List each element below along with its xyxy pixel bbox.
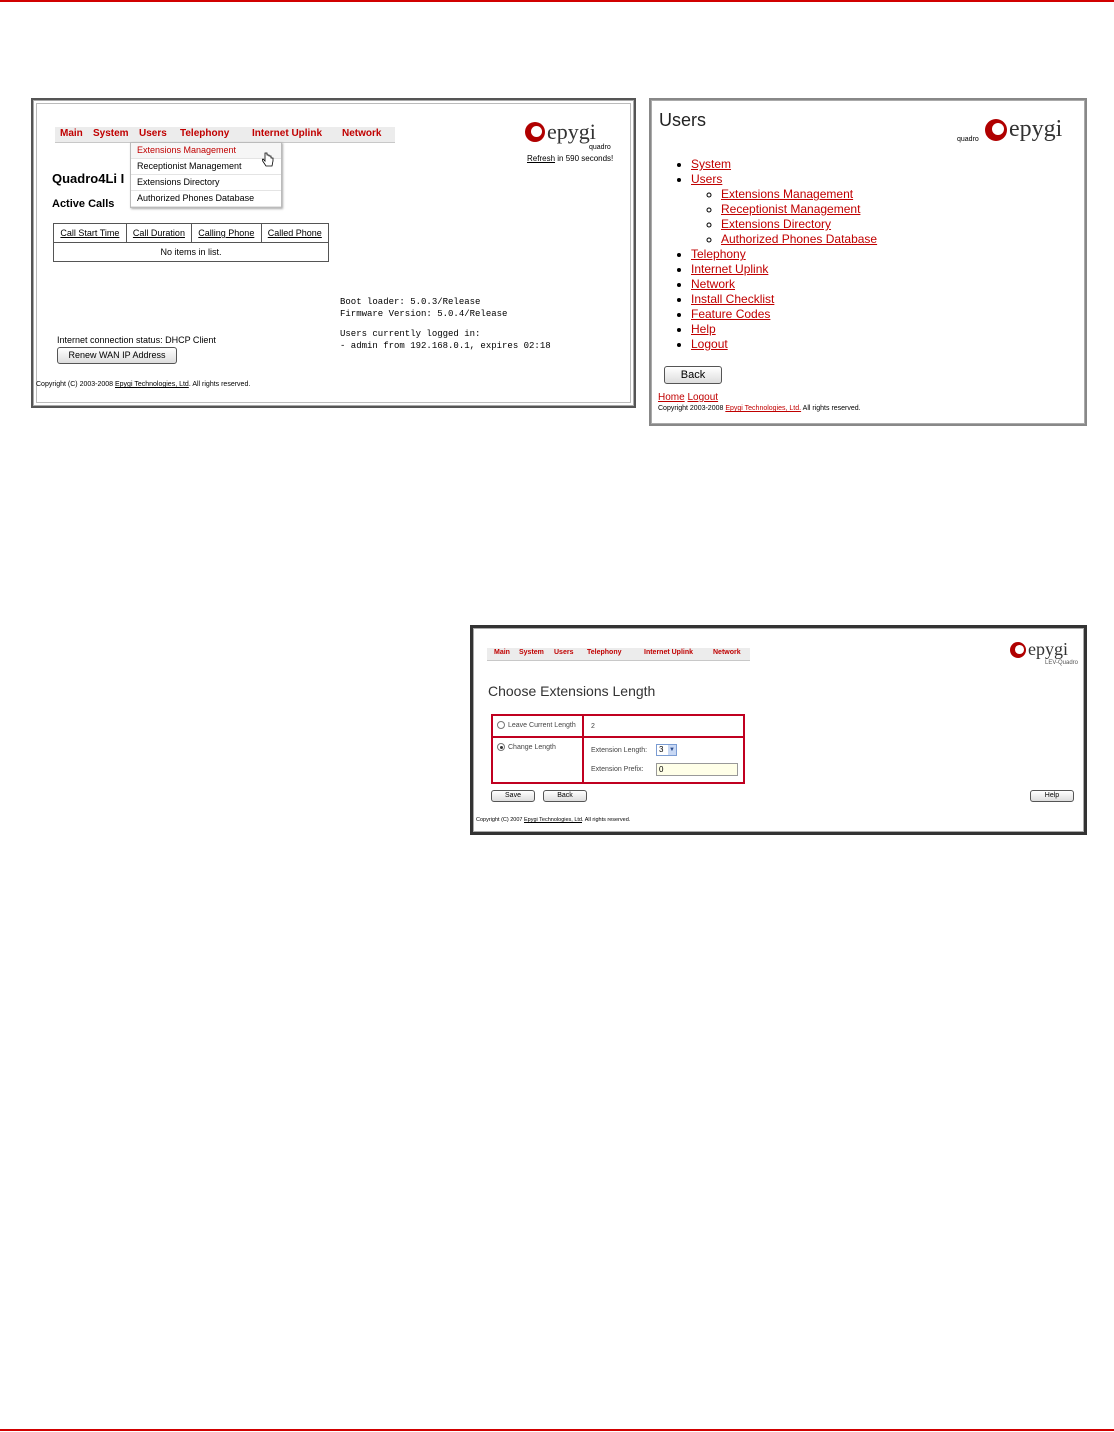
- screenshot-main-page: [31, 98, 636, 408]
- col-call-duration[interactable]: Call Duration: [126, 224, 191, 243]
- install-checklist-link[interactable]: Install Checklist: [691, 292, 775, 306]
- copyright-suffix: . All rights reserved.: [582, 817, 631, 823]
- nav-system[interactable]: System: [93, 128, 129, 139]
- copyright-prefix: Copyright (C) 2003-2008: [36, 381, 115, 388]
- chevron-down-icon[interactable]: ▼: [669, 747, 675, 753]
- logo-subtitle: LEV-Quadro: [1045, 660, 1079, 666]
- section-title: Active Calls: [52, 198, 115, 210]
- telephony-link[interactable]: Telephony: [691, 247, 746, 261]
- logo-text: epygi: [547, 119, 596, 144]
- nav-network[interactable]: Network: [713, 649, 741, 656]
- epygi-link[interactable]: Epygi Technologies, Ltd: [524, 817, 582, 823]
- menu-item-authorized-phones-database[interactable]: Authorized Phones Database: [131, 191, 281, 207]
- nav-internet-uplink[interactable]: Internet Uplink: [252, 128, 323, 139]
- epygi-logo: [1010, 639, 1068, 660]
- users-title: Users: [659, 110, 707, 130]
- users-menu-list: [671, 157, 877, 352]
- users-dropdown-menu: [130, 142, 282, 208]
- firmware-version: Firmware Version: 5.0.4/Release: [340, 309, 508, 319]
- logo-subtitle: quadro: [957, 136, 979, 143]
- menu-item-system: [691, 157, 877, 172]
- leave-length-radio[interactable]: [497, 721, 505, 729]
- system-link[interactable]: System: [691, 157, 732, 171]
- logo-text: epygi: [1009, 116, 1063, 142]
- menu-item-logout: [691, 337, 877, 352]
- copyright-prefix: Copyright (C) 2007: [476, 817, 524, 823]
- hand-cursor-icon: [262, 152, 274, 168]
- empty-list-message: No items in list.: [54, 243, 329, 262]
- extension-length-select[interactable]: [656, 744, 677, 756]
- epygi-link[interactable]: Epygi Technologies, Ltd.: [725, 405, 802, 412]
- footer-links: [658, 392, 718, 403]
- epygi-swirl-icon: [1010, 642, 1026, 658]
- submenu-item: [721, 217, 877, 232]
- epygi-logo: [985, 116, 1062, 143]
- submenu-item: [721, 187, 877, 202]
- internet-uplink-link[interactable]: Internet Uplink: [691, 262, 769, 276]
- extension-length-label: Extension Length:: [591, 747, 648, 754]
- nav-telephony[interactable]: Telephony: [180, 128, 230, 139]
- copyright: [36, 381, 250, 388]
- feature-codes-link[interactable]: Feature Codes: [691, 307, 771, 321]
- current-length-cell: [582, 714, 745, 738]
- logo-text: epygi: [1028, 639, 1068, 659]
- refresh-link[interactable]: Refresh: [527, 154, 556, 163]
- extensions-directory-link[interactable]: Extensions Directory: [721, 217, 832, 231]
- epygi-swirl-icon: [525, 122, 545, 142]
- copyright-suffix: All rights reserved.: [801, 405, 861, 412]
- top-rule: [0, 0, 1114, 2]
- nav-bar: [55, 127, 395, 143]
- menu-item-install-checklist: [691, 292, 877, 307]
- table-header-row: [54, 224, 329, 243]
- help-button[interactable]: Help: [1030, 790, 1074, 802]
- screenshot-users-menu: [649, 98, 1087, 426]
- help-link[interactable]: Help: [691, 322, 716, 336]
- network-link[interactable]: Network: [691, 277, 736, 291]
- submenu-item: [721, 232, 877, 247]
- col-call-start-time[interactable]: Call Start Time: [54, 224, 127, 243]
- submenu-item: [721, 202, 877, 217]
- menu-item-receptionist-management[interactable]: Receptionist Management: [131, 159, 281, 175]
- internet-connection-status: Internet connection status: DHCP Client: [57, 335, 216, 345]
- leave-current-length-option[interactable]: [497, 721, 576, 729]
- change-length-label: Change Length: [508, 743, 556, 751]
- back-button[interactable]: Back: [543, 790, 587, 802]
- menu-item-network: [691, 277, 877, 292]
- current-length-value: 2: [591, 723, 595, 730]
- copyright: [658, 405, 861, 412]
- receptionist-management-link[interactable]: Receptionist Management: [721, 202, 861, 216]
- nav-network[interactable]: Network: [342, 128, 382, 139]
- menu-item-internet-uplink: [691, 262, 877, 277]
- change-length-option[interactable]: [497, 743, 556, 751]
- boot-loader-version: Boot loader: 5.0.3/Release: [340, 297, 481, 307]
- menu-item-feature-codes: [691, 307, 877, 322]
- menu-item-extensions-management[interactable]: Extensions Management: [131, 143, 281, 159]
- users-submenu: [691, 187, 877, 247]
- change-length-radio[interactable]: [497, 743, 505, 751]
- nav-internet-uplink[interactable]: Internet Uplink: [644, 649, 694, 656]
- logo-subtitle: quadro: [589, 144, 611, 151]
- save-button[interactable]: Save: [491, 790, 535, 802]
- table-row: [54, 243, 329, 262]
- nav-system[interactable]: System: [519, 649, 544, 656]
- page-title: Quadro4Li I: [52, 171, 125, 186]
- footer-logout-link[interactable]: Logout: [687, 392, 719, 403]
- logged-in-title: Users currently logged in:: [340, 329, 481, 339]
- copyright: [476, 817, 630, 823]
- menu-item-telephony: [691, 247, 877, 262]
- logout-link[interactable]: Logout: [691, 337, 728, 351]
- authorized-phones-database-link[interactable]: Authorized Phones Database: [721, 232, 878, 246]
- refresh-countdown: in 590 seconds!: [555, 154, 614, 163]
- nav-users[interactable]: Users: [554, 649, 574, 656]
- menu-item-extensions-directory[interactable]: Extensions Directory: [131, 175, 281, 191]
- menu-item-users: [691, 172, 877, 247]
- copyright-suffix: . All rights reserved.: [188, 381, 251, 388]
- epygi-swirl-icon: [985, 119, 1007, 141]
- menu-item-help: [691, 322, 877, 337]
- col-calling-phone[interactable]: Calling Phone: [192, 224, 262, 243]
- renew-wan-ip-button[interactable]: Renew WAN IP Address: [57, 347, 177, 364]
- back-button[interactable]: Back: [664, 366, 722, 384]
- logged-in-entry: - admin from 192.168.0.1, expires 02:18: [340, 341, 551, 351]
- extension-length-value: 3: [659, 745, 664, 754]
- extensions-management-link[interactable]: Extensions Management: [721, 187, 854, 201]
- nav-main[interactable]: Main: [494, 649, 510, 656]
- page-title: Choose Extensions Length: [488, 683, 656, 699]
- epygi-logo: [525, 119, 596, 145]
- home-link[interactable]: Home: [658, 392, 685, 403]
- leave-length-label: Leave Current Length: [508, 721, 576, 729]
- screenshot-extensions-length: [470, 625, 1087, 835]
- nav-bar: [487, 648, 750, 661]
- bottom-rule: [0, 1429, 1114, 1431]
- active-calls-table: [53, 223, 329, 262]
- extension-prefix-input[interactable]: 0: [656, 763, 738, 776]
- nav-main[interactable]: Main: [60, 128, 83, 139]
- epygi-link[interactable]: Epygi Technologies, Ltd: [115, 381, 189, 388]
- copyright-prefix: Copyright 2003-2008: [658, 405, 726, 412]
- nav-telephony[interactable]: Telephony: [587, 649, 622, 656]
- nav-users[interactable]: Users: [139, 128, 167, 139]
- col-called-phone[interactable]: Called Phone: [261, 224, 328, 243]
- refresh-status: [527, 154, 613, 163]
- extension-prefix-label: Extension Prefix:: [591, 766, 644, 773]
- users-link[interactable]: Users: [691, 172, 723, 186]
